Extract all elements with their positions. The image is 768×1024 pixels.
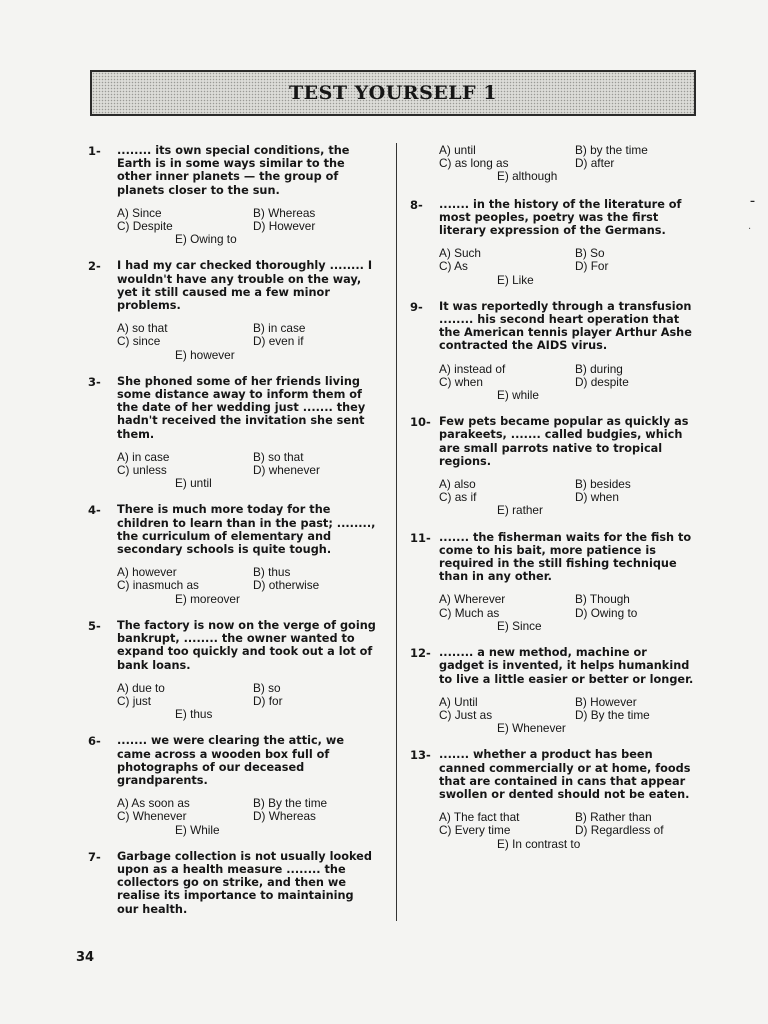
question-number: 2- (88, 259, 101, 274)
option-a: A) instead of (439, 361, 506, 376)
option-a: A) due to (117, 680, 165, 695)
question-number: 12- (410, 646, 431, 661)
option-c: C) Whenever (117, 809, 187, 824)
option-c: C) as long as (439, 156, 509, 171)
question-2 (88, 259, 378, 361)
question-9 (410, 300, 695, 402)
question-text: ........ a new method, machine or gadget is invented, it helps humankind to live a little easier or better or longer. (439, 646, 694, 686)
option-a: A) until (439, 143, 476, 157)
option-d: D) despite (575, 374, 629, 389)
question-number: 13- (410, 748, 431, 763)
option-b: B) in case (253, 321, 306, 336)
option-d: D) Regardless of (575, 823, 664, 838)
margin-dot-mark: · (748, 224, 752, 235)
option-c: C) as if (439, 490, 477, 505)
question-number: 1- (88, 144, 101, 158)
question-number: 6- (88, 734, 101, 749)
question-number: 5- (88, 618, 101, 633)
option-a: A) Until (439, 694, 478, 709)
question-number: 11- (410, 530, 431, 545)
option-c: C) since (117, 334, 161, 349)
option-e: E) While (175, 822, 220, 837)
column-divider (396, 143, 397, 921)
option-a: A) in case (117, 449, 170, 464)
option-d: D) Owing to (575, 605, 638, 620)
option-c: C) inasmuch as (117, 578, 199, 593)
option-e: E) In contrast to (497, 836, 581, 851)
option-a: A) The fact that (439, 810, 520, 825)
question-10 (410, 415, 695, 517)
option-e: E) until (175, 476, 212, 491)
option-a: A) As soon as (117, 796, 190, 811)
option-a: A) so that (117, 321, 168, 336)
answer-options (439, 478, 695, 518)
option-c: C) when (439, 374, 483, 389)
option-d: D) when (575, 490, 619, 505)
question-text: She phoned some of her friends living some distance away to inform them of the date of her wedding just ....... they hadn't received the invitation she sent them. (117, 374, 366, 441)
question-text: ....... whether a product has been canned commercially or at home, foods that are contained in cans that appear swollen or dented should not be eaten. (439, 748, 691, 801)
page-title: TEST YOURSELF 1 (289, 82, 497, 104)
answer-options (117, 207, 378, 247)
left-column (88, 144, 378, 916)
option-c: C) Despite (117, 219, 173, 234)
option-d: D) after (575, 156, 615, 171)
question-13 (410, 748, 695, 850)
option-e: E) Since (497, 618, 542, 633)
question-6 (88, 734, 378, 836)
option-d: D) However (253, 219, 316, 234)
question-3 (88, 375, 378, 491)
option-b: B) By the time (253, 796, 328, 811)
option-e: E) rather (497, 503, 543, 518)
answer-options (439, 247, 695, 287)
question-text: ....... the fisherman waits for the fish to come to his bait, more patience is required in the still fishing technique than in any other. (439, 530, 692, 584)
question-number: 3- (88, 374, 101, 389)
question-12 (410, 646, 695, 735)
option-e: E) Whenever (497, 721, 566, 736)
option-d: D) Whereas (253, 809, 316, 824)
option-d: D) By the time (575, 707, 650, 722)
option-d: D) for (253, 693, 283, 708)
option-a: A) also (439, 477, 476, 492)
option-b: B) thus (253, 565, 291, 580)
option-b: B) by the time (575, 143, 648, 157)
question-text: It was reportedly through a transfusion ........ his second heart operation that the American tennis player Arthur Ashe contracted the AIDS virus. (439, 299, 692, 353)
option-d: D) even if (253, 334, 304, 349)
question-text: The factory is now on the verge of going bankrupt, ........ the owner wanted to expand too quickly and took out a lot of bank loans. (117, 618, 376, 672)
question-4 (88, 503, 378, 605)
answer-options (117, 797, 378, 837)
page-number: 34 (76, 950, 95, 965)
question-text: Garbage collection is not usually looked upon as a health measure ........ the collectors go on strike, and then we realise its importance to maintaining our health. (117, 849, 372, 916)
question-7-options (439, 144, 695, 184)
margin-dash-mark: – (750, 196, 755, 207)
option-e: E) moreover (175, 591, 240, 606)
test-title-box (90, 70, 696, 116)
answer-options (117, 566, 378, 606)
answer-options (117, 322, 378, 362)
question-number: 7- (88, 849, 101, 864)
option-d: D) whenever (253, 463, 320, 478)
option-c: C) Every time (439, 823, 511, 838)
option-b: B) Rather than (575, 810, 652, 825)
option-a: A) Wherever (439, 592, 506, 607)
question-text: ....... in the history of the literature of most peoples, poetry was the first literary expression of the Germans. (439, 197, 682, 238)
option-b: B) So (575, 246, 605, 261)
option-e: E) Owing to (175, 232, 237, 247)
option-e: E) although (497, 169, 558, 184)
option-e: E) while (497, 388, 539, 403)
question-number: 8- (410, 197, 423, 212)
option-a: A) however (117, 565, 177, 580)
question-5 (88, 619, 378, 721)
right-column (410, 144, 695, 851)
option-a: A) Such (439, 246, 481, 261)
option-d: D) otherwise (253, 578, 320, 593)
option-d: D) For (575, 259, 609, 274)
question-text: There is much more today for the children to learn than in the past; ........, the curriculum of elementary and secondary schools is quite tough. (117, 503, 376, 557)
question-number: 4- (88, 503, 101, 518)
option-b: B) so that (253, 449, 304, 464)
answer-options (439, 363, 695, 403)
option-a: A) Since (117, 205, 162, 220)
option-e: E) thus (175, 707, 213, 722)
option-e: E) Like (497, 272, 534, 287)
answer-options (439, 593, 695, 633)
question-1 (88, 144, 378, 246)
option-c: C) Much as (439, 605, 500, 620)
option-b: B) Whereas (253, 205, 316, 220)
answer-options (117, 682, 378, 722)
answer-options (439, 696, 695, 736)
option-c: C) Just as (439, 707, 493, 722)
option-c: C) just (117, 693, 152, 708)
question-8 (410, 198, 695, 287)
option-b: B) so (253, 680, 281, 695)
answer-options (117, 451, 378, 491)
question-number: 10- (410, 415, 431, 430)
question-text: ....... we were clearing the attic, we came across a wooden box full of photographs of our deceased grandparents. (117, 734, 344, 787)
option-b: B) besides (575, 477, 631, 492)
option-b: B) However (575, 694, 637, 709)
question-text: ........ its own special conditions, the Earth is in some ways similar to the other inner planets — the group of planets closer to the sun. (117, 144, 350, 197)
question-11 (410, 531, 695, 633)
question-text: Few pets became popular as quickly as parakeets, ....... called budgies, which are small parrots native to tropical regions. (439, 415, 689, 468)
option-c: C) unless (117, 463, 167, 478)
option-b: B) during (575, 361, 623, 376)
option-e: E) however (175, 347, 235, 362)
question-text: I had my car checked thoroughly ........ I wouldn't have any trouble on the way, yet it still caused me a few minor problems. (117, 259, 373, 313)
answer-options (439, 811, 695, 851)
option-b: B) Though (575, 592, 630, 607)
question-7 (88, 850, 378, 916)
question-number: 9- (410, 299, 423, 314)
option-c: C) As (439, 259, 468, 274)
